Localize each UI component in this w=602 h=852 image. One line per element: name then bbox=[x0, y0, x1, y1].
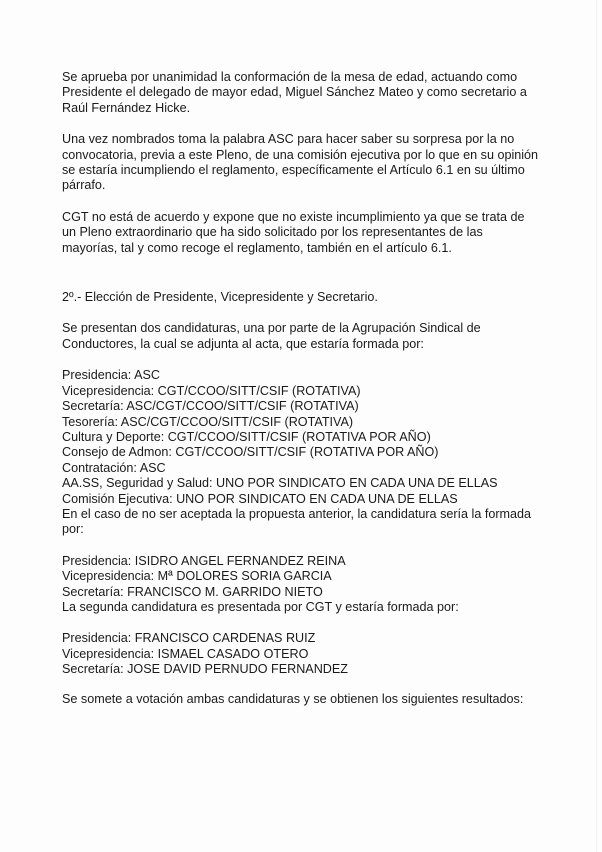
asc-candidates-list bbox=[62, 554, 540, 600]
list-item: Presidencia: ASC bbox=[62, 368, 161, 383]
list-item: AA.SS, Seguridad y Salud: UNO POR SINDICATO EN CADA UNA DE ELLAS bbox=[62, 476, 498, 491]
paragraph-cgt-response: CGT no está de acuerdo y expone que no existe incumplimiento ya que se trata de un Pleno extraordinario que ha sido solicitado por los representantes de las mayorías, tal y como recoge el reglamento, también en el artículo 6.1. bbox=[62, 209, 525, 255]
list-item: Secretaría: ASC/CGT/CCOO/SITT/CSIF (ROTATIVA) bbox=[62, 399, 359, 414]
paragraph-age-table: Se aprueba por unanimidad la conformación de la mesa de edad, actuando como Presidente el delegado de mayor edad, Miguel Sánchez Mateo y como secretario a Raúl Fernández Hicke. bbox=[62, 70, 527, 115]
list-item: Presidencia: ISIDRO ANGEL FERNANDEZ REINA bbox=[62, 553, 346, 568]
list-item: Vicepresidencia: CGT/CCOO/SITT/CSIF (ROTATIVA) bbox=[62, 383, 361, 398]
scan-edge bbox=[596, 0, 597, 852]
list-item: Vicepresidencia: Mª DOLORES SORIA GARCIA bbox=[62, 569, 332, 584]
list-item: Tesorería: ASC/CGT/CCOO/SITT/CSIF (ROTATIVA) bbox=[62, 414, 354, 429]
list-item: Secretaría: FRANCISCO M. GARRIDO NIETO bbox=[62, 584, 323, 599]
list-item: Contratación: ASC bbox=[62, 460, 166, 475]
list-item: Vicepresidencia: ISMAEL CASADO OTERO bbox=[62, 646, 309, 661]
list-item: Presidencia: FRANCISCO CARDENAS RUIZ bbox=[62, 631, 316, 646]
list-item: Secretaría: JOSE DAVID PERNUDO FERNANDEZ bbox=[62, 662, 348, 677]
cgt-candidates-list bbox=[62, 631, 540, 677]
paragraph-vote: Se somete a votación ambas candidaturas y se obtienen los siguientes resultados: bbox=[62, 691, 524, 706]
asc-proposal-list bbox=[62, 368, 540, 507]
paragraph-candidacies-intro: Se presentan dos candidaturas, una por parte de la Agrupación Sindical de Conductores, la cual se adjunta al acta, que estaría formada por: bbox=[62, 321, 481, 351]
paragraph-alternative: En el caso de no ser aceptada la propuesta anterior, la candidatura sería la formada por: bbox=[62, 506, 532, 537]
list-item: Consejo de Admon: CGT/CCOO/SITT/CSIF (ROTATIVA POR AÑO) bbox=[62, 445, 439, 460]
paragraph-asc-objection: Una vez nombrados toma la palabra ASC para hacer saber su sorpresa por la no convocatoria, previa a este Pleno, de una comisión ejecutiva por lo que en su opinión se estaría incumpliendo el reglamento, específicamente el Artículo 6.1 en su último párrafo. bbox=[62, 132, 539, 193]
section-heading: 2º.- Elección de Presidente, Vicepresidente y Secretario. bbox=[62, 290, 378, 305]
paragraph-cgt-candidacy: La segunda candidatura es presentada por CGT y estaría formada por: bbox=[62, 599, 459, 614]
document-body bbox=[62, 70, 540, 723]
list-item: Comisión Ejecutiva: UNO POR SINDICATO EN CADA UNA DE ELLAS bbox=[62, 491, 458, 506]
list-item: Cultura y Deporte: CGT/CCOO/SITT/CSIF (ROTATIVA POR AÑO) bbox=[62, 429, 431, 444]
